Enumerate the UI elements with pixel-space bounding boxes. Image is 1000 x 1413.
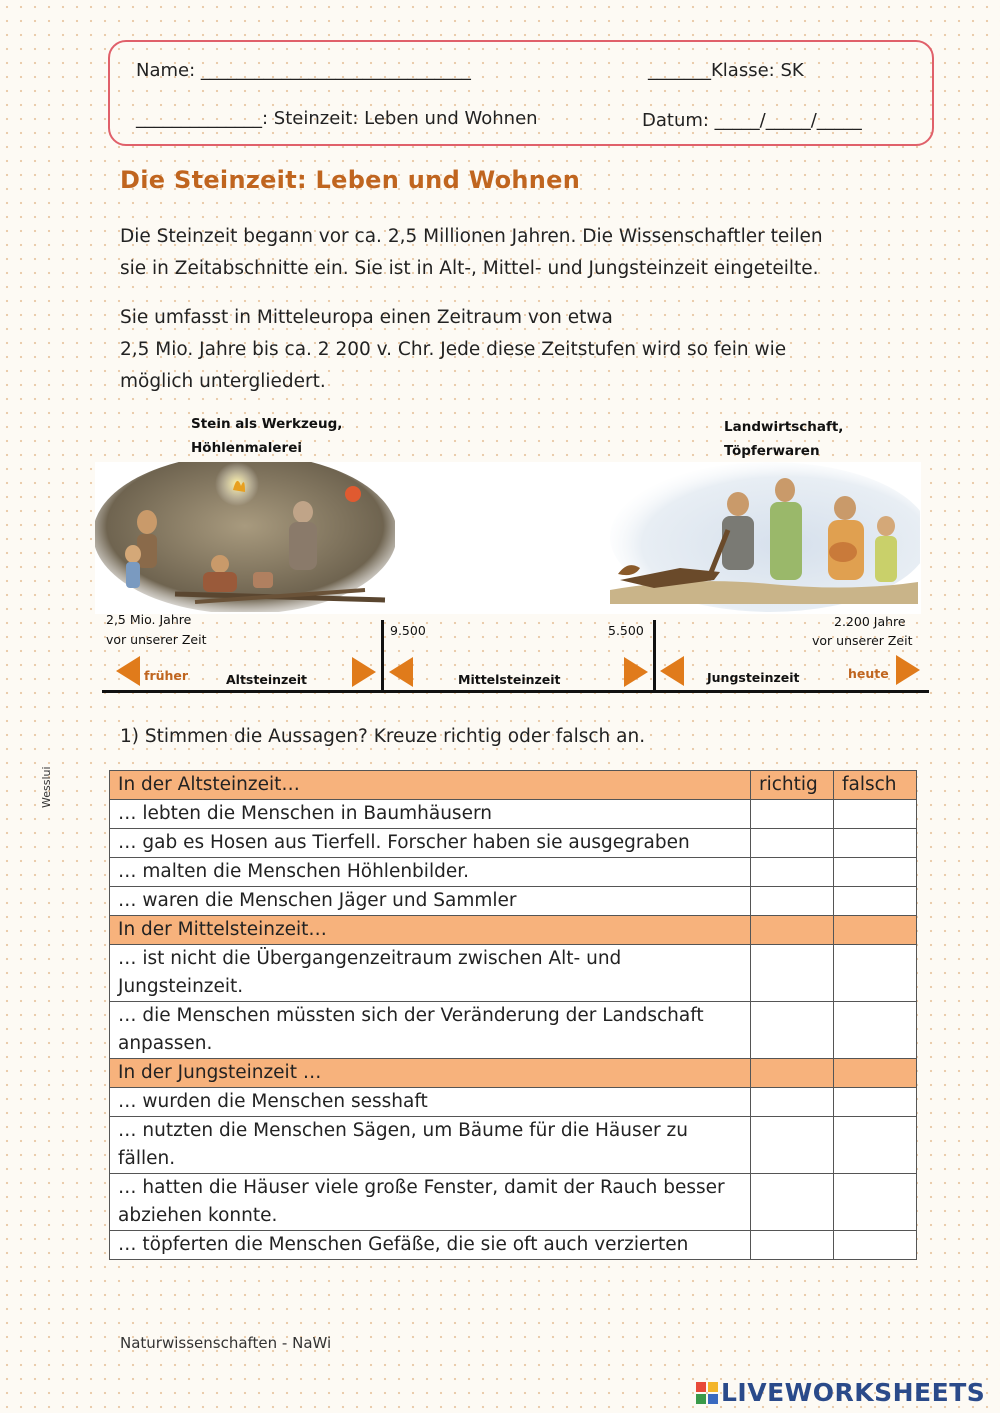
statement-line: abziehen konnte. [118,1205,278,1226]
statement [110,1002,751,1059]
column-header-true: richtig [751,771,834,800]
end-label-1: 2.200 Jahre [834,614,906,629]
arrow-right-icon [624,657,648,687]
side-author-label: Wesslui [40,766,53,808]
name-label: Name: ______________________________ [136,60,471,81]
table-row [110,1088,917,1117]
statement: … lebten die Menschen in Baumhäusern [110,800,751,829]
timeline-axis [102,690,929,693]
date-label: Datum: _____/_____/_____ [642,110,862,131]
liveworksheets-icon [696,1382,718,1404]
mark-9500: 9.500 [390,623,426,638]
section-heading: In der Altsteinzeit… [110,771,751,800]
mark-5500: 5.500 [608,623,644,638]
left-caption-line: Höhlenmalerei [191,440,302,456]
statement [110,945,751,1002]
timeline-divider [653,620,656,692]
arrow-left-icon [116,656,140,686]
right-caption-line: Landwirtschaft, [724,419,844,435]
checkbox-true[interactable] [751,1174,834,1231]
statement: … töpferten die Menschen Gefäße, die sie oft auch verzierten [110,1231,751,1260]
section-heading: In der Mittelsteinzeit… [110,916,751,945]
checkbox-true[interactable] [751,1088,834,1117]
checkbox-true[interactable] [751,829,834,858]
true-false-table [109,770,917,1260]
checkbox-true[interactable] [751,858,834,887]
table-row [110,800,917,829]
statement [110,1174,751,1231]
start-label-1: 2,5 Mio. Jahre [106,612,192,627]
table-row [110,1002,917,1059]
paragraph-line: Die Steinzeit begann vor ca. 2,5 Millionen Jahren. Die Wissenschaftler teilen [120,226,823,247]
era-jungsteinzeit: Jungsteinzeit [707,670,800,685]
table-row [110,858,917,887]
table-section-row [110,1059,917,1088]
left-caption [191,412,342,460]
statement-line: … hatten die Häuser viele große Fenster, damit der Rauch besser [118,1177,725,1198]
table-row [110,1174,917,1231]
statement-line: … die Menschen müssten sich der Veränderung der Landschaft [118,1005,704,1026]
end-label-2: vor unserer Zeit [812,633,913,648]
statement: … waren die Menschen Jäger und Sammler [110,887,751,916]
statement: … gab es Hosen aus Tierfell. Forscher haben sie ausgegraben [110,829,751,858]
paragraph-line: möglich untergliedert. [120,371,326,392]
intro-paragraph [120,221,900,285]
right-caption [724,415,843,463]
paragraph-line: Sie umfasst in Mitteleuropa einen Zeitraum von etwa [120,307,613,328]
checkbox-true[interactable] [751,945,834,1002]
checkbox-false[interactable] [834,1117,917,1174]
checkbox-false[interactable] [834,800,917,829]
statement-line: anpassen. [118,1033,213,1054]
earlier-label: früher [144,668,189,683]
arrow-left-icon [660,656,684,686]
section-cell [834,916,917,945]
statement-line: Jungsteinzeit. [118,976,244,997]
era-altsteinzeit: Altsteinzeit [226,672,308,687]
statement-line: fällen. [118,1148,176,1169]
checkbox-false[interactable] [834,829,917,858]
table-section-row [110,771,917,800]
subject-line: ______________: Steinzeit: Leben und Wohnen [136,108,538,129]
footer-text: Naturwissenschaften - NaWi [120,1334,332,1352]
arrow-right-icon [352,657,376,687]
checkbox-false[interactable] [834,945,917,1002]
table-row [110,945,917,1002]
checkbox-true[interactable] [751,887,834,916]
brand-text: LIVEWORKSHEETS [721,1378,986,1407]
page-title: Die Steinzeit: Leben und Wohnen [120,166,581,194]
brand-logo [696,1378,985,1407]
question-text: 1) Stimmen die Aussagen? Kreuze richtig oder falsch an. [120,726,646,747]
checkbox-false[interactable] [834,1002,917,1059]
checkbox-false[interactable] [834,1174,917,1231]
checkbox-true[interactable] [751,1231,834,1260]
checkbox-true[interactable] [751,1117,834,1174]
class-label: _______Klasse: SK [648,60,804,81]
left-caption-line: Stein als Werkzeug, [191,416,343,432]
statement [110,1117,751,1174]
farming-illustration [600,462,920,612]
start-label-2: vor unserer Zeit [106,632,207,647]
paragraph-line: sie in Zeitabschnitte ein. Sie ist in Alt-, Mittel- und Jungsteinzeit eingeteilte. [120,258,819,279]
statement-line: … nutzten die Menschen Sägen, um Bäume für die Häuser zu [118,1120,688,1141]
timeline-divider [381,620,384,692]
column-header-false: falsch [834,771,917,800]
statement: … malten die Menschen Höhlenbilder. [110,858,751,887]
section-cell [751,1059,834,1088]
checkbox-false[interactable] [834,1088,917,1117]
table-row [110,887,917,916]
table-row [110,829,917,858]
statement-line: … ist nicht die Übergangenzeitraum zwischen Alt- und [118,948,622,969]
cave-painting-illustration [95,462,395,612]
section-cell [834,1059,917,1088]
checkbox-true[interactable] [751,1002,834,1059]
table-row [110,1231,917,1260]
arrow-left-icon [389,657,413,687]
checkbox-false[interactable] [834,1231,917,1260]
checkbox-false[interactable] [834,858,917,887]
today-label: heute [848,666,889,681]
table-row [110,1117,917,1174]
period-paragraph [120,302,900,398]
section-heading: In der Jungsteinzeit … [110,1059,751,1088]
arrow-right-icon [896,655,920,685]
table-section-row [110,916,917,945]
checkbox-false[interactable] [834,887,917,916]
paragraph-line: 2,5 Mio. Jahre bis ca. 2 200 v. Chr. Jede diese Zeitstufen wird so fein wie [120,339,787,360]
section-cell [751,916,834,945]
statement: … wurden die Menschen sesshaft [110,1088,751,1117]
era-mittelsteinzeit: Mittelsteinzeit [458,672,561,687]
checkbox-true[interactable] [751,800,834,829]
right-caption-line: Töpferwaren [724,443,820,459]
